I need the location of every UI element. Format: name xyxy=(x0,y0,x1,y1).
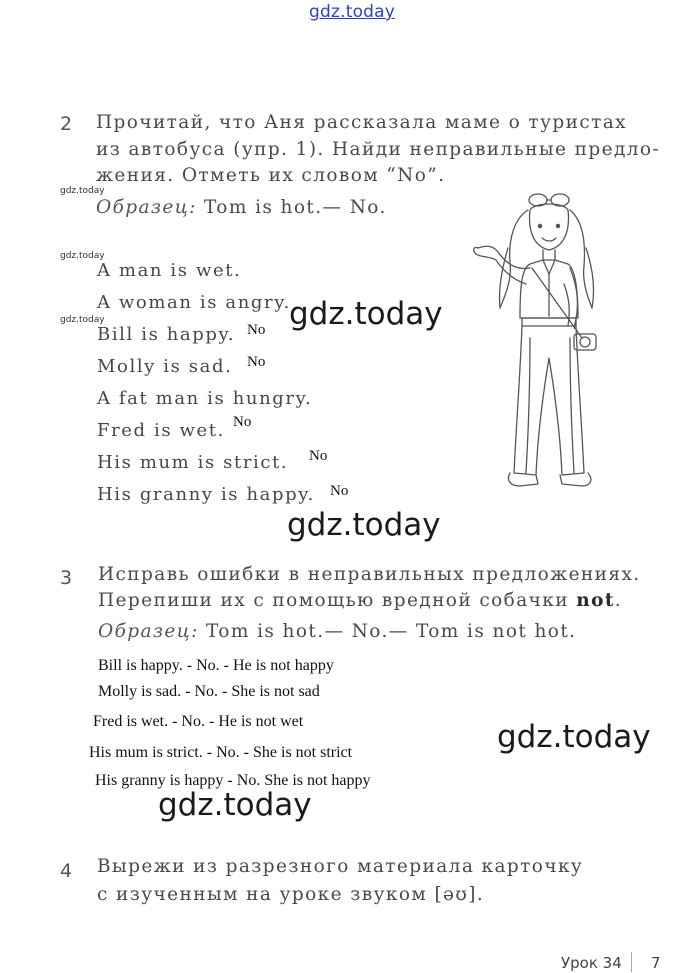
period: . xyxy=(614,590,623,611)
instruction-bold-word: not xyxy=(576,590,615,611)
big-watermark: gdz.today xyxy=(287,507,441,543)
exercise-3-example xyxy=(98,621,576,642)
sentence: A fat man is hungry. xyxy=(97,388,313,409)
instruction-text: Перепиши их с помощью вредной собачки xyxy=(98,590,569,611)
no-mark: No xyxy=(233,414,252,430)
small-watermark: gdz.today xyxy=(60,186,105,196)
exercise-2-instruction-line-3: жения. Отметь их словом “No”. xyxy=(96,165,446,186)
no-mark: No xyxy=(309,448,328,464)
sentence: His granny is happy. xyxy=(97,484,315,505)
exercise-4-instruction-line-1: Вырежи из разрезного материала карточку xyxy=(97,856,584,877)
big-watermark: gdz.today xyxy=(497,719,651,755)
sentence: A man is wet. xyxy=(97,260,242,281)
footer-divider xyxy=(631,952,632,972)
big-watermark: gdz.today xyxy=(289,296,443,332)
answer-line: His mum is strict. - No. - She is not strict xyxy=(89,744,353,761)
small-watermark: gdz.today xyxy=(60,251,105,261)
exercise-2-example xyxy=(96,197,387,218)
small-watermark: gdz.today xyxy=(60,315,105,325)
exercise-3-instruction-line-2 xyxy=(98,590,622,611)
example-text: Tom is hot.— No. xyxy=(204,197,387,218)
exercise-2-instruction-line-1: Прочитай, что Аня рассказала маме о туристах xyxy=(96,112,627,133)
example-text: Tom is hot.— No.— Tom is not hot. xyxy=(206,621,577,642)
example-label: Образец: xyxy=(98,621,199,642)
exercise-2-number: 2 xyxy=(60,113,73,135)
exercise-2-instruction-line-2: из автобуса (упр. 1). Найди неправильные предло- xyxy=(96,139,661,160)
sentence: His mum is strict. xyxy=(97,452,289,473)
exercise-4-number: 4 xyxy=(60,860,73,882)
exercise-3-instruction-line-1: Исправь ошибки в неправильных предложениях. xyxy=(98,564,641,585)
page-number: 7 xyxy=(651,954,661,972)
no-mark: No xyxy=(330,483,349,499)
sentence: Bill is happy. xyxy=(97,324,236,345)
exercise-3-number: 3 xyxy=(60,567,73,589)
no-mark: No xyxy=(247,354,266,370)
exercise-4-instruction-line-2: с изученным на уроке звуком [əʊ]. xyxy=(97,884,485,905)
answer-line: Bill is happy. - No. - He is not happy xyxy=(98,657,334,674)
answer-line: Fred is wet. - No. - He is not wet xyxy=(93,713,304,730)
sentence: Fred is wet. xyxy=(97,420,225,441)
sentence: Molly is sad. xyxy=(97,356,233,377)
no-mark: No xyxy=(247,322,266,338)
big-watermark: gdz.today xyxy=(158,787,312,823)
answer-line: His granny is happy - No. She is not happy xyxy=(95,772,371,789)
top-watermark-link[interactable]: gdz.today xyxy=(309,2,396,22)
lesson-label: Урок 34 xyxy=(561,954,622,972)
example-label: Образец: xyxy=(96,197,197,218)
answer-line: Molly is sad. - No. - She is not sad xyxy=(98,683,320,700)
girl-illustration xyxy=(470,188,620,493)
sentence: A woman is angry. xyxy=(97,292,291,313)
